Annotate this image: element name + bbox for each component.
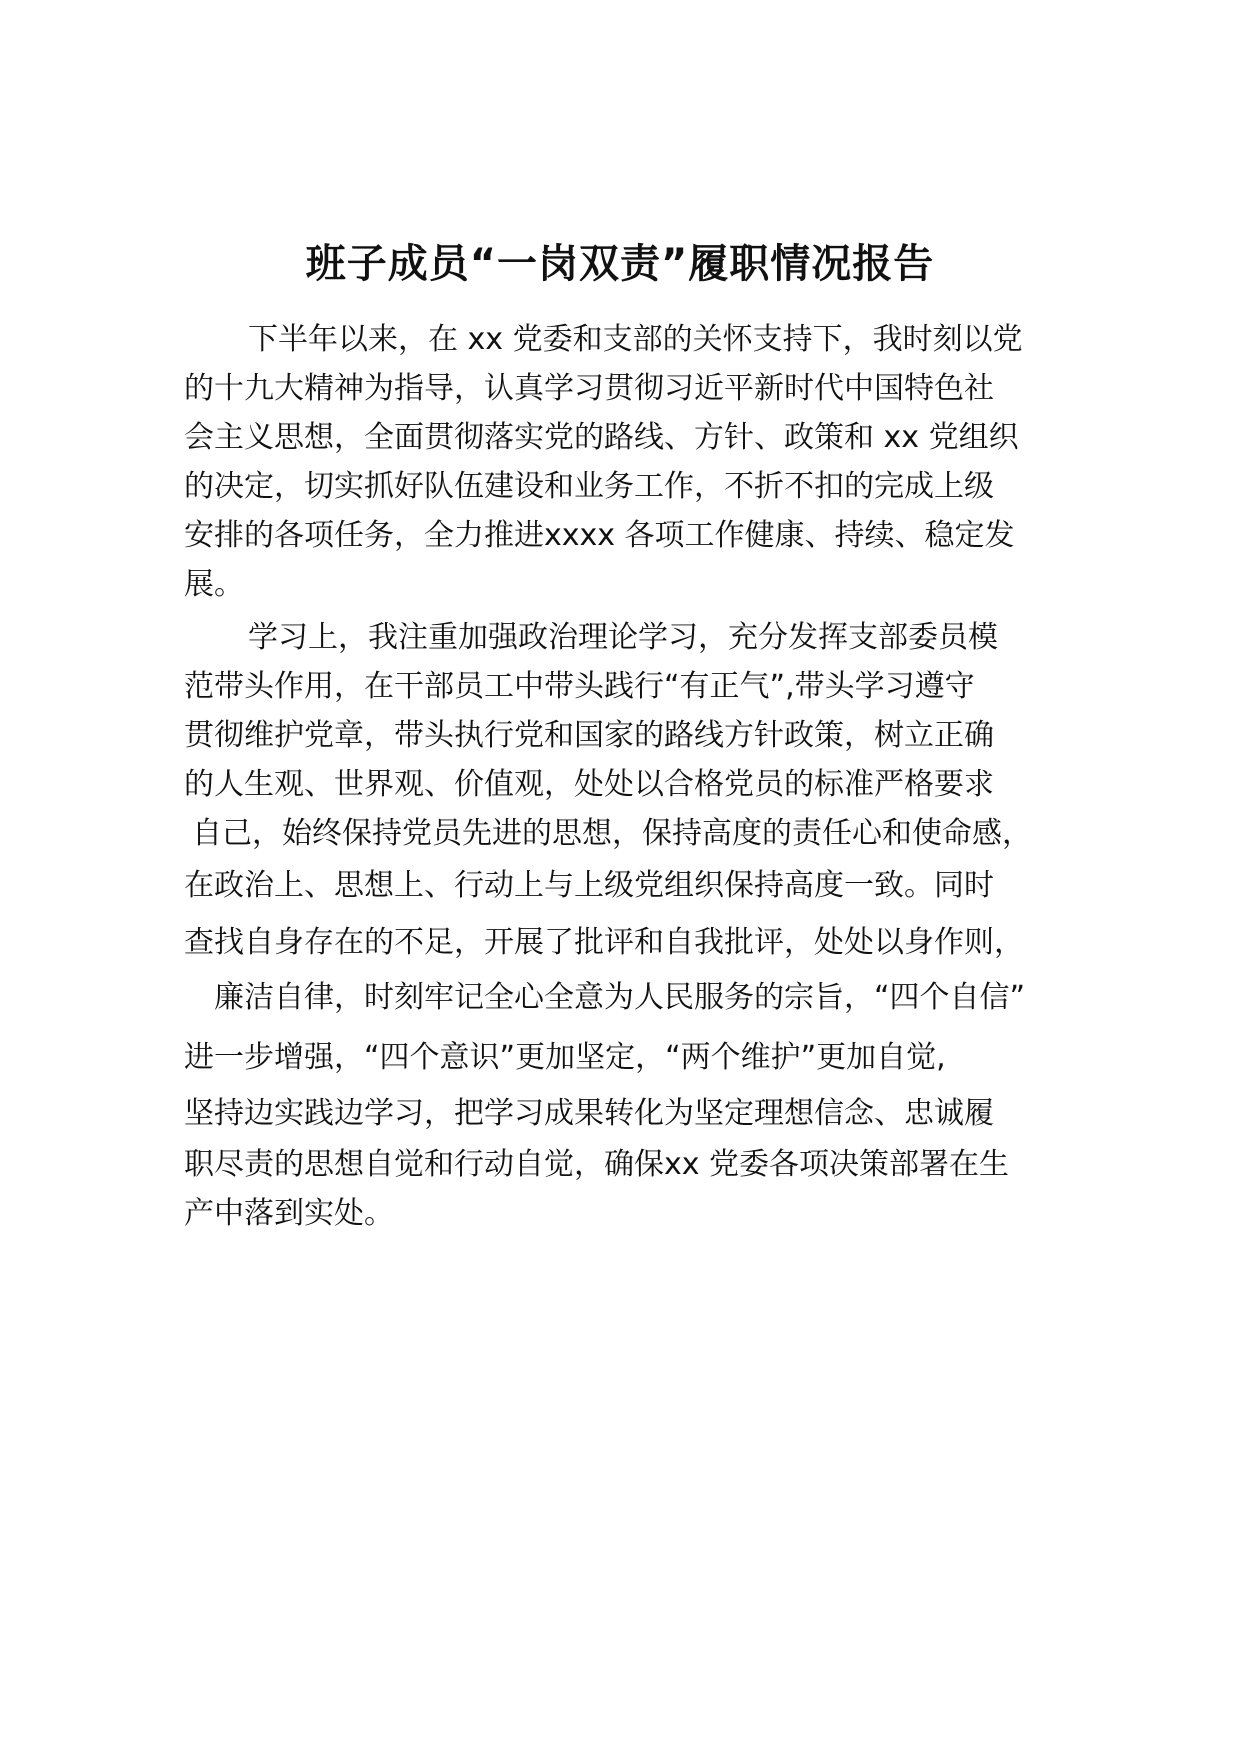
- paragraph-2-line-3: 贯彻维护党章，带头执行党和国家的路线方针政策，树立正确: [184, 718, 994, 753]
- paragraph-2-line-11: 职尽责的思想自觉和行动自觉，确保xx 党委各项决策部署在生: [184, 1147, 1010, 1182]
- paragraph-2-line-4: 的人生观、世界观、价值观，处处以合格党员的标准严格要求: [184, 767, 994, 802]
- paragraph-1-line-3: 会主义思想，全面贯彻落实党的路线、方针、政策和 xx 党组织: [184, 420, 1019, 455]
- paragraph-2-line-12: 产中落到实处。: [184, 1196, 394, 1231]
- paragraph-2-line-1: 学习上，我注重加强政治理论学习，充分发挥支部委员模: [248, 620, 998, 655]
- paragraph-1-line-1: 下半年以来，在 xx 党委和支部的关怀支持下，我时刻以党: [248, 322, 1023, 357]
- paragraph-1-line-4: 的决定，切实抓好队伍建设和业务工作，不折不扣的完成上级: [184, 469, 994, 504]
- paragraph-2-line-5: 自己，始终保持党员先进的思想，保持高度的责任心和使命感，: [192, 816, 1032, 851]
- paragraph-2-line-7: 查找自身存在的不足，开展了批评和自我批评，处处以身作则，: [184, 925, 1024, 960]
- paragraph-1-line-6: 展。: [184, 567, 244, 602]
- paragraph-1-line-2: 的十九大精神为指导，认真学习贯彻习近平新时代中国特色社: [184, 371, 994, 406]
- paragraph-2-line-6: 在政治上、思想上、行动上与上级党组织保持高度一致。同时: [184, 868, 994, 903]
- paragraph-2-line-2: 范带头作用，在干部员工中带头践行“有正气”,带头学习遵守: [184, 669, 975, 704]
- document-title: 班子成员“一岗双责”履职情况报告: [305, 241, 935, 287]
- paragraph-2-line-9: 进一步增强，“四个意识”更加坚定，“两个维护”更加自觉,: [184, 1040, 946, 1075]
- paragraph-2-line-8: 廉洁自律，时刻牢记全心全意为人民服务的宗旨，“四个自信”: [214, 980, 1026, 1015]
- paragraph-1-line-5: 安排的各项任务，全力推进xxxx 各项工作健康、持续、稳定发: [184, 518, 1015, 553]
- paragraph-2-line-10: 坚持边实践边学习，把学习成果转化为坚定理想信念、忠诚履: [184, 1096, 994, 1131]
